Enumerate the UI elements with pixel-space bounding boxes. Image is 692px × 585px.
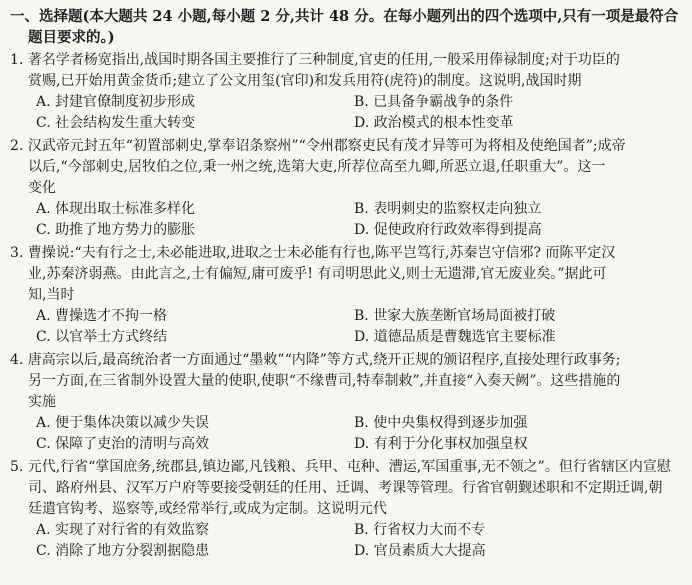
options — [10, 520, 684, 562]
option-b[interactable]: B. 已具备争霸战争的条件 — [354, 94, 514, 110]
option-a[interactable]: A. 实现了对行省的有效监察 — [36, 522, 210, 538]
options — [10, 92, 684, 134]
stem-line: 司、路府州县、汉军万户府等要接受朝廷的任用、迁调、考课等管理。行省官朝觐述职和不定期迁调,朝 — [28, 480, 663, 496]
stem-line: 实施 — [28, 394, 56, 410]
stem-line: 3. 曹操说:“夫有行之士,未必能进取,进取之士未必能有行也,陈平岂笃行,苏秦岂守信邪? 而陈平定汉 — [10, 245, 616, 261]
option-c[interactable]: C. 助推了地方势力的膨胀 — [36, 222, 196, 238]
question-4 — [10, 350, 684, 455]
question-stem — [10, 50, 684, 92]
section-title — [10, 6, 684, 48]
question-2 — [10, 136, 684, 241]
stem-line: 5. 元代,行省“掌国庶务,统郡县,镇边鄙,凡钱粮、兵甲、屯种、漕运,军国重事,无不领之”。但行省辖区内宣慰 — [10, 459, 671, 475]
options — [10, 413, 684, 455]
stem-line: 赏赐,已开始用黄金货币;建立了公文用玺(官印)和发兵用符(虎符)的制度。这说明,战国时期 — [28, 73, 582, 89]
options — [10, 199, 684, 241]
option-c[interactable]: C. 以官举士方式终结 — [36, 329, 168, 345]
stem-line: 变化 — [28, 180, 56, 196]
option-d[interactable]: D. 有利于分化事权加强皇权 — [354, 436, 528, 452]
option-b[interactable]: B. 表明刺史的监察权走向独立 — [354, 201, 542, 217]
question-1 — [10, 50, 684, 134]
stem-line: 以后,“今部刺史,居牧伯之位,秉一州之统,选第大吏,所荐位高至九卿,所恶立退,任职重大”。这一 — [28, 159, 606, 175]
option-a[interactable]: A. 曹操选才不拘一格 — [36, 308, 168, 324]
question-5 — [10, 457, 684, 562]
stem-line: 4. 唐高宗以后,最高统治者一方面通过“墨敕”“内降”等方式,绕开正规的颁诏程序,直接处理行政事务; — [10, 352, 621, 368]
option-a[interactable]: A. 封建官僚制度初步形成 — [36, 94, 196, 110]
question-stem — [10, 457, 684, 520]
stem-line: 2. 汉武帝元封五年“初置部刺史,掌奉诏条察州”“令州郡察吏民有茂才异等可为将相及使绝国者”;成帝 — [10, 138, 626, 154]
option-a[interactable]: A. 体现出取士标准多样化 — [36, 201, 196, 217]
option-d[interactable]: D. 道德品质是曹魏选官主要标准 — [354, 329, 556, 345]
option-c[interactable]: C. 保障了吏治的清明与高效 — [36, 436, 210, 452]
option-c[interactable]: C. 消除了地方分裂割据隐患 — [36, 543, 210, 559]
question-3 — [10, 243, 684, 348]
option-b[interactable]: B. 世家大族垄断官场局面被打破 — [354, 308, 556, 324]
stem-line: 廷遣官钩考、巡察等,或经常举行,或成为定制。这说明元代 — [28, 501, 387, 517]
option-c[interactable]: C. 社会结构发生重大转变 — [36, 115, 196, 131]
question-stem — [10, 350, 684, 413]
option-d[interactable]: D. 政治模式的根本性变革 — [354, 115, 514, 131]
option-d[interactable]: D. 促使政府行政效率得到提高 — [354, 222, 542, 238]
stem-line: 1. 著名学者杨宽指出,战国时期各国主要推行了三种制度,官吏的任用,一般采用俸禄制度;对于功臣的 — [10, 52, 620, 68]
question-stem — [10, 136, 684, 199]
options — [10, 306, 684, 348]
option-b[interactable]: B. 使中央集权得到逐步加强 — [354, 415, 528, 431]
stem-line: 业,苏秦济弱燕。由此言之,士有偏短,庸可废乎! 有司明思此义,则士无遗滞,官无废业矣。”据此可 — [28, 266, 607, 282]
option-b[interactable]: B. 行省权力大而不专 — [354, 522, 486, 538]
option-a[interactable]: A. 便于集体决策以减少失误 — [36, 415, 210, 431]
stem-line: 另一方面,在三省制外设置大量的使职,使职“不缘曹司,特奉制敕”,并直接“入奏天阙”。这些措施的 — [28, 373, 621, 389]
question-stem — [10, 243, 684, 306]
section-title-line: 题目要求的。) — [28, 29, 115, 46]
stem-line: 知,当时 — [28, 287, 75, 303]
option-d[interactable]: D. 官员素质大大提高 — [354, 543, 486, 559]
section-title-line: 一、选择题(本大题共 24 小题,每小题 2 分,共计 48 分。在每小题列出的四个选项中,只有一项是最符合 — [10, 8, 679, 25]
